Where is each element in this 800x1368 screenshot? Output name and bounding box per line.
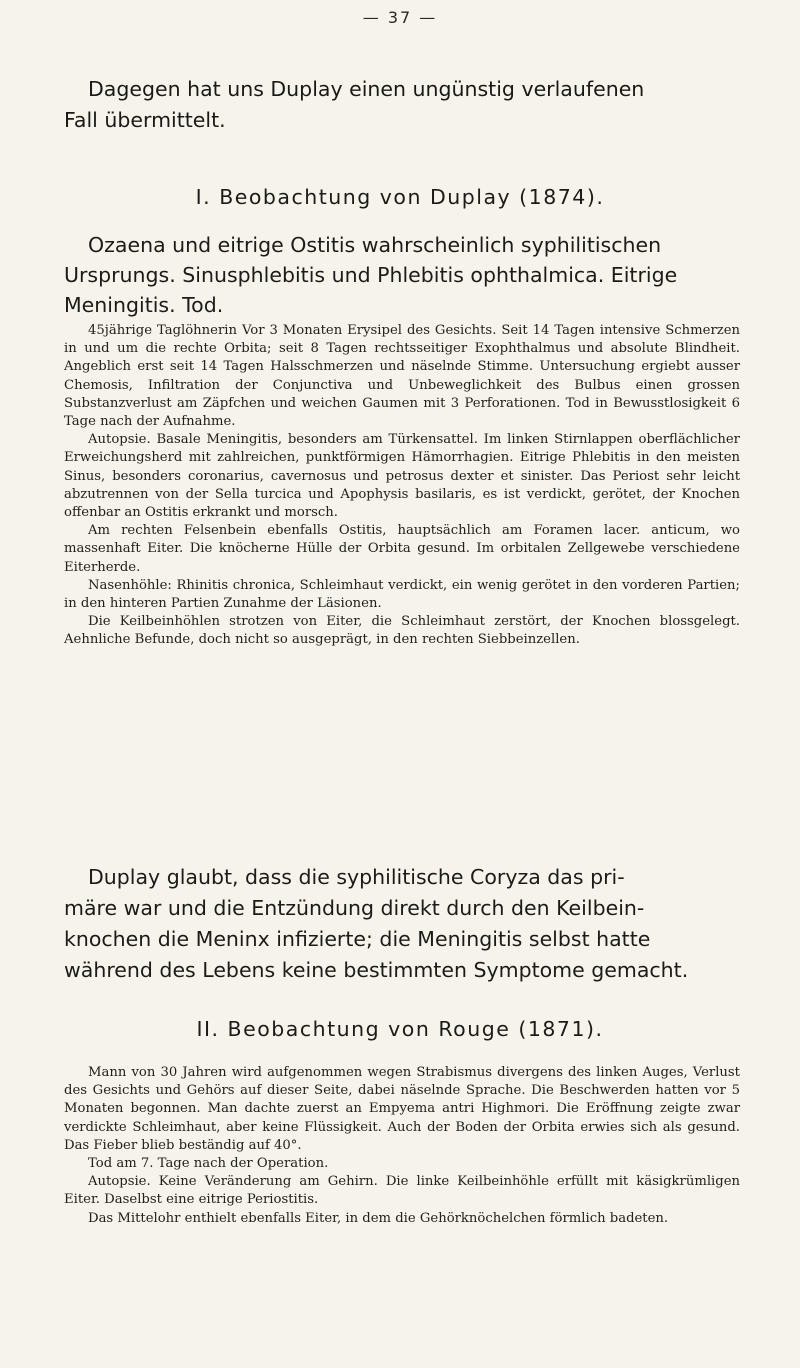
subtitle-line: Ozaena und eitrige Ostitis wahrscheinlich syphilitischen [88, 233, 662, 257]
case-paragraph: Mann von 30 Jahren wird aufgenommen wegen Strabismus divergens des linken Auges, Verlust des Gesichts und Gehörs auf dieser Seite, dabei näselnde Sprache. Die Beschwerden hatten vor 5 Monaten begonnen. Man dachte zuerst an Empyema antri Highmori. Die Eröffnung zeigte zwar verdickte Schleimhaut, aber keine Flüssigkeit. Auch der Boden der Orbita erwies sich als gesund. Das Fieber blieb beständig auf 40°. [64, 1065, 740, 1153]
case-paragraph: Das Mittelohr enthielt ebenfalls Eiter, in dem die Gehörknöchelchen förmlich badeten. [88, 1210, 669, 1226]
summary-line: Duplay glaubt, dass die syphilitische Coryza das pri- [88, 865, 625, 889]
case-paragraph: Am rechten Felsenbein ebenfalls Ostitis, hauptsächlich am Foramen lacer. anticum, wo massenhaft Eiter. Die knöcherne Hülle der Orbita gesund. Im orbitalen Zellgewebe verschiedene Eiterherde. [64, 523, 740, 575]
page-number: — 37 — [362, 8, 438, 27]
subtitle-line: Ursprungs. Sinusphlebitis und Phlebitis ophthalmica. Eitrige [64, 263, 678, 287]
summary-line: während des Lebens keine bestimmten Symptome gemacht. [64, 958, 689, 982]
observation-2-case-text [64, 1064, 740, 1228]
case-paragraph: Autopsie. Keine Veränderung am Gehirn. Die linke Keilbeinhöhle erfüllt mit käsigkrümligen Eiter. Daselbst eine eitrige Periostitis. [64, 1174, 740, 1208]
intro-paragraph [64, 74, 714, 136]
observation-1-heading: I. Beobachtung von Duplay (1874). [195, 185, 605, 209]
summary-line: knochen die Meninx infizierte; die Meningitis selbst hatte [64, 927, 651, 951]
summary-paragraph [64, 862, 740, 986]
intro-line: Fall übermittelt. [64, 108, 226, 132]
observation-2-heading: II. Beobachtung von Rouge (1871). [196, 1017, 604, 1041]
subtitle-line: Meningitis. Tod. [64, 293, 224, 317]
case-paragraph: Die Keilbeinhöhlen strotzen von Eiter, die Schleimhaut zerstört, der Knochen blossgelegt. Aehnliche Befunde, doch nicht so ausgeprägt, in den rechten Siebbeinzellen. [64, 614, 740, 648]
case-paragraph: Tod am 7. Tage nach der Operation. [88, 1156, 329, 1172]
observation-1-case-text [64, 322, 740, 650]
intro-line: Dagegen hat uns Duplay einen ungünstig verlaufenen [88, 77, 645, 101]
summary-line: märe war und die Entzündung direkt durch den Keilbein- [64, 896, 645, 920]
case-paragraph: Nasenhöhle: Rhinitis chronica, Schleimhaut verdickt, ein wenig gerötet in den vorderen Partien; in den hinteren Partien Zunahme der Läsionen. [64, 577, 740, 612]
case-paragraph: 45jährige Taglöhnerin Vor 3 Monaten Erysipel des Gesichts. Seit 14 Tagen intensive Schmerzen in und um die rechte Orbita; seit 8 Tagen rechtsseitiger Exophthalmus und absolute Blindheit. Angeblich erst seit 14 Tagen Halsschmerzen und näselnde Stimme. Untersuchung ergiebt ausser Chemosis, Infiltration der Conjunctiva und Unbeweglichkeit des Bulbus einen grossen Substanzverlust am Zäpfchen und weichen Gaumen mit 3 Perforationen. Tod in Bewusstlosigkeit 6 Tage nach der Aufnahme. [64, 323, 740, 430]
case-paragraph: Autopsie. Basale Meningitis, besonders am Türkensattel. Im linken Stirnlappen oberflächlicher Erweichungsherd mit zahlreichen, punktförmigen Hämorrhagien. Eitrige Phlebitis in den meisten Sinus, besonders coronarius, cavernosus und petrosus dexter et sinister. Das Periost sehr leicht abzutrennen von der Sella turcica und Apophysis basilaris, es ist verdickt, gerötet, der Knochen offenbar an Ostitis erkrankt und morsch. [64, 432, 740, 521]
observation-1-subtitle [64, 230, 740, 320]
